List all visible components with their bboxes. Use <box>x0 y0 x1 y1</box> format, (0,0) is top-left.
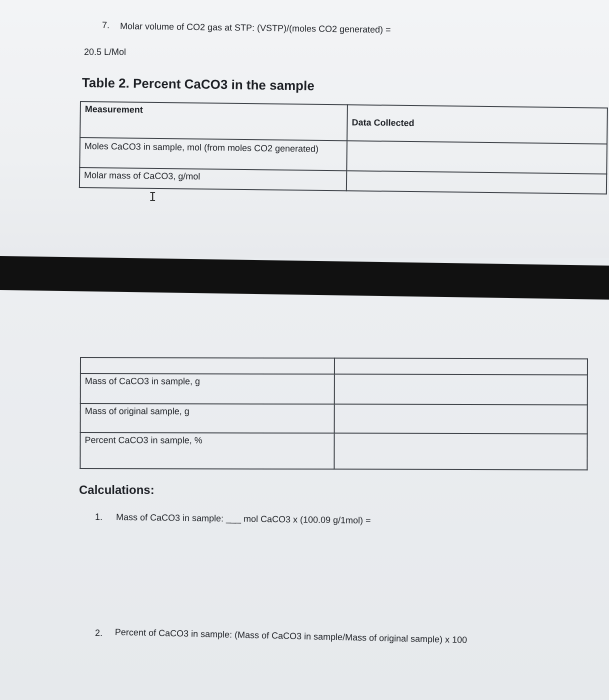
table2-title: Table 2. Percent CaCO3 in the sample <box>81 75 315 94</box>
data-cell[interactable] <box>334 433 587 470</box>
data-cell[interactable] <box>346 171 606 194</box>
text-cursor-icon: I <box>149 190 157 204</box>
data-cell[interactable] <box>347 141 607 174</box>
q7-text: Molar volume of CO2 gas at STP: (VSTP)/(moles CO2 generated) = <box>119 21 391 35</box>
table-row-blank <box>80 358 587 375</box>
calc2-text: Percent of CaCO3 in sample: (Mass of CaCO3 in sample/Mass of original sample) x 100 <box>114 627 468 645</box>
data-cell[interactable] <box>334 404 587 434</box>
header-measurement: Measurement <box>80 102 347 141</box>
row-label: Mass of CaCO3 in sample, g <box>80 374 334 405</box>
row-label: Percent CaCO3 in sample, % <box>80 433 334 470</box>
calc1-text: Mass of CaCO3 in sample: ___ mol CaCO3 x (100.09 g/1mol) = <box>115 512 371 526</box>
q7-answer: 20.5 L/Mol <box>84 47 127 57</box>
q7-number: 7. <box>101 20 110 31</box>
row-label: Mass of original sample, g <box>80 404 334 434</box>
row-label: Moles CaCO3 in sample, mol (from moles CO2 generated) <box>80 138 347 171</box>
table-row <box>80 433 587 470</box>
row-label: Molar mass of CaCO3, g/mol <box>79 168 346 191</box>
table-row <box>80 374 587 405</box>
header-data-collected: Data Collected <box>347 105 607 144</box>
table-row <box>80 404 587 434</box>
calc1-number: 1. <box>95 512 103 522</box>
data-cell[interactable] <box>334 374 587 405</box>
table2 <box>79 101 608 194</box>
continued-table <box>80 357 588 470</box>
calculations-heading: Calculations: <box>79 483 155 497</box>
calc2-number: 2. <box>95 628 103 638</box>
